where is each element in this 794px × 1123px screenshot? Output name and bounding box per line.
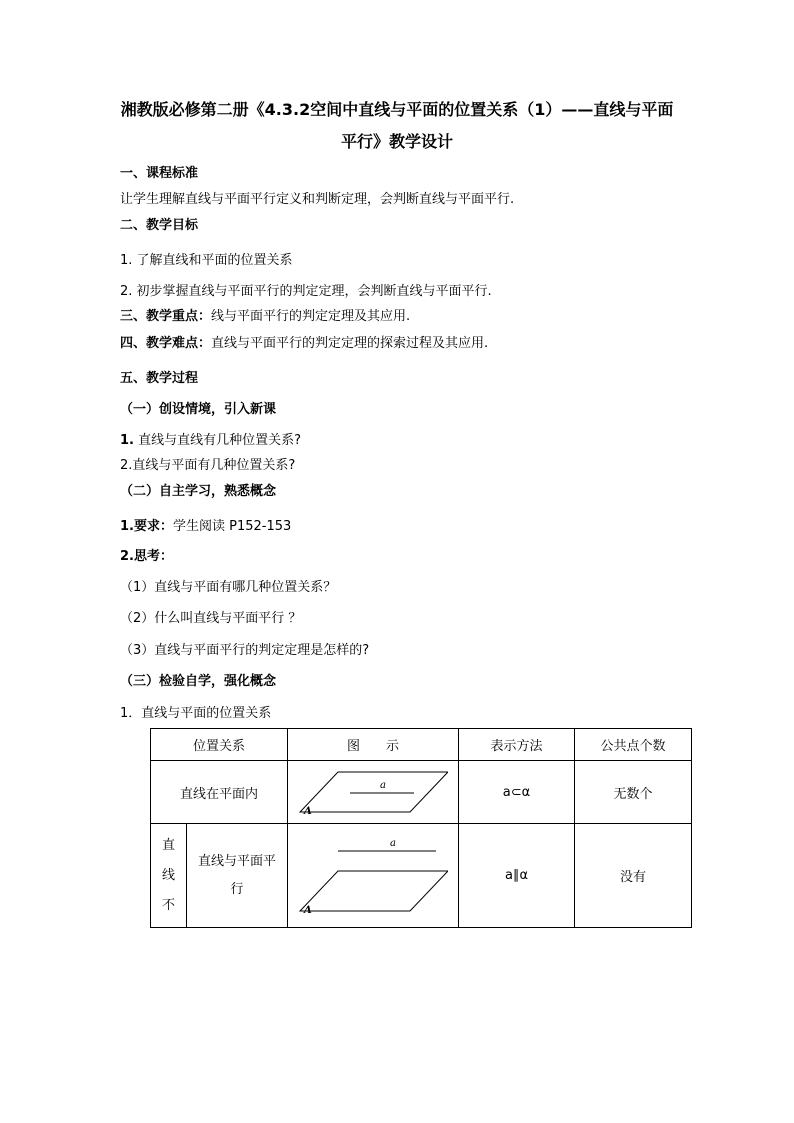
process-part1-question2: 2.直线与平面有几种位置关系? [120, 458, 296, 473]
plane-label: A [304, 904, 312, 916]
group-char: 不 [161, 897, 175, 913]
process-part2-requirement [120, 518, 291, 536]
key-point-label: 三、教学重点： [120, 309, 212, 324]
figure-line-in-plane [288, 761, 459, 824]
think-question-1: （1）直线与平面有哪几种位置关系？ [120, 580, 337, 595]
header-figure: 图 示 [288, 729, 459, 761]
goal-item-2: 2. 初步掌握直线与平面平行的判定定理，会判断直线与平面平行. [120, 284, 492, 299]
notation-in-plane: a⊂α [459, 761, 575, 824]
figure-line-parallel [288, 824, 459, 928]
process-part1-question1 [120, 432, 301, 450]
plane-parallelogram [300, 871, 448, 911]
table-row [151, 824, 692, 928]
group-char: 直 [161, 837, 175, 853]
table-row [151, 761, 692, 824]
line-plane-relation-table [150, 728, 692, 928]
section-heading-process: 五、教学过程 [120, 371, 199, 386]
notation-parallel: a∥α [459, 824, 575, 928]
key-point-text: 线与平面平行的判定定理及其应用. [211, 309, 411, 324]
process-part2-think: 2.思考： [120, 549, 173, 564]
header-common-points: 公共点个数 [575, 729, 692, 761]
question1-number: 1. [120, 433, 134, 448]
group-not-in-plane [151, 824, 187, 928]
group-char: 线 [161, 867, 175, 883]
process-part2-heading: （二）自主学习，熟悉概念 [120, 484, 277, 499]
line-label: a [390, 837, 396, 849]
process-part3-heading: （三）检验自学，强化概念 [120, 674, 277, 689]
requirement-text: 学生阅读 P152-153 [172, 519, 292, 534]
question1-text: 直线与直线有几种位置关系? [133, 433, 302, 448]
difficult-point-text: 直线与平面平行的判定定理的探索过程及其应用. [211, 336, 489, 351]
line-label: a [380, 780, 386, 791]
goal-item-1: 1. 了解直线和平面的位置关系 [120, 253, 293, 268]
relation-parallel-line2: 行 [230, 881, 244, 897]
relation-parallel-line1: 直线与平面平 [198, 853, 277, 869]
requirement-label: 1.要求： [120, 519, 173, 534]
document-title-line1: 湘教版必修第二册《4.3.2空间中直线与平面的位置关系（1）——直线与平面 [120, 100, 674, 119]
header-relation: 位置关系 [151, 729, 288, 761]
relation-in-plane: 直线在平面内 [151, 761, 288, 824]
process-part3-item1: 1．直线与平面的位置关系 [120, 706, 272, 721]
points-parallel: 没有 [575, 824, 692, 928]
line-in-plane-diagram [298, 766, 448, 818]
document-title-line2: 平行》教学设计 [340, 132, 453, 151]
plane-label: A [304, 806, 312, 817]
table-header-row [151, 729, 692, 761]
plane-parallelogram [300, 772, 448, 812]
section-heading-goals: 二、教学目标 [120, 218, 199, 233]
difficult-point [120, 335, 488, 353]
header-notation: 表示方法 [459, 729, 575, 761]
think-question-3: （3）直线与平面平行的判定定理是怎样的? [120, 643, 370, 658]
key-point [120, 308, 410, 326]
think-question-2: （2）什么叫直线与平面平行 ？ [120, 611, 302, 626]
section-heading-curriculum: 一、课程标准 [120, 166, 199, 181]
curriculum-text: 让学生理解直线与平面平行定义和判断定理，会判断直线与平面平行. [120, 192, 515, 207]
line-parallel-diagram [298, 833, 448, 919]
points-in-plane: 无数个 [575, 761, 692, 824]
relation-parallel [187, 824, 288, 928]
process-part1-heading: （一）创设情境，引入新课 [120, 402, 277, 417]
difficult-point-label: 四、教学难点： [120, 336, 212, 351]
